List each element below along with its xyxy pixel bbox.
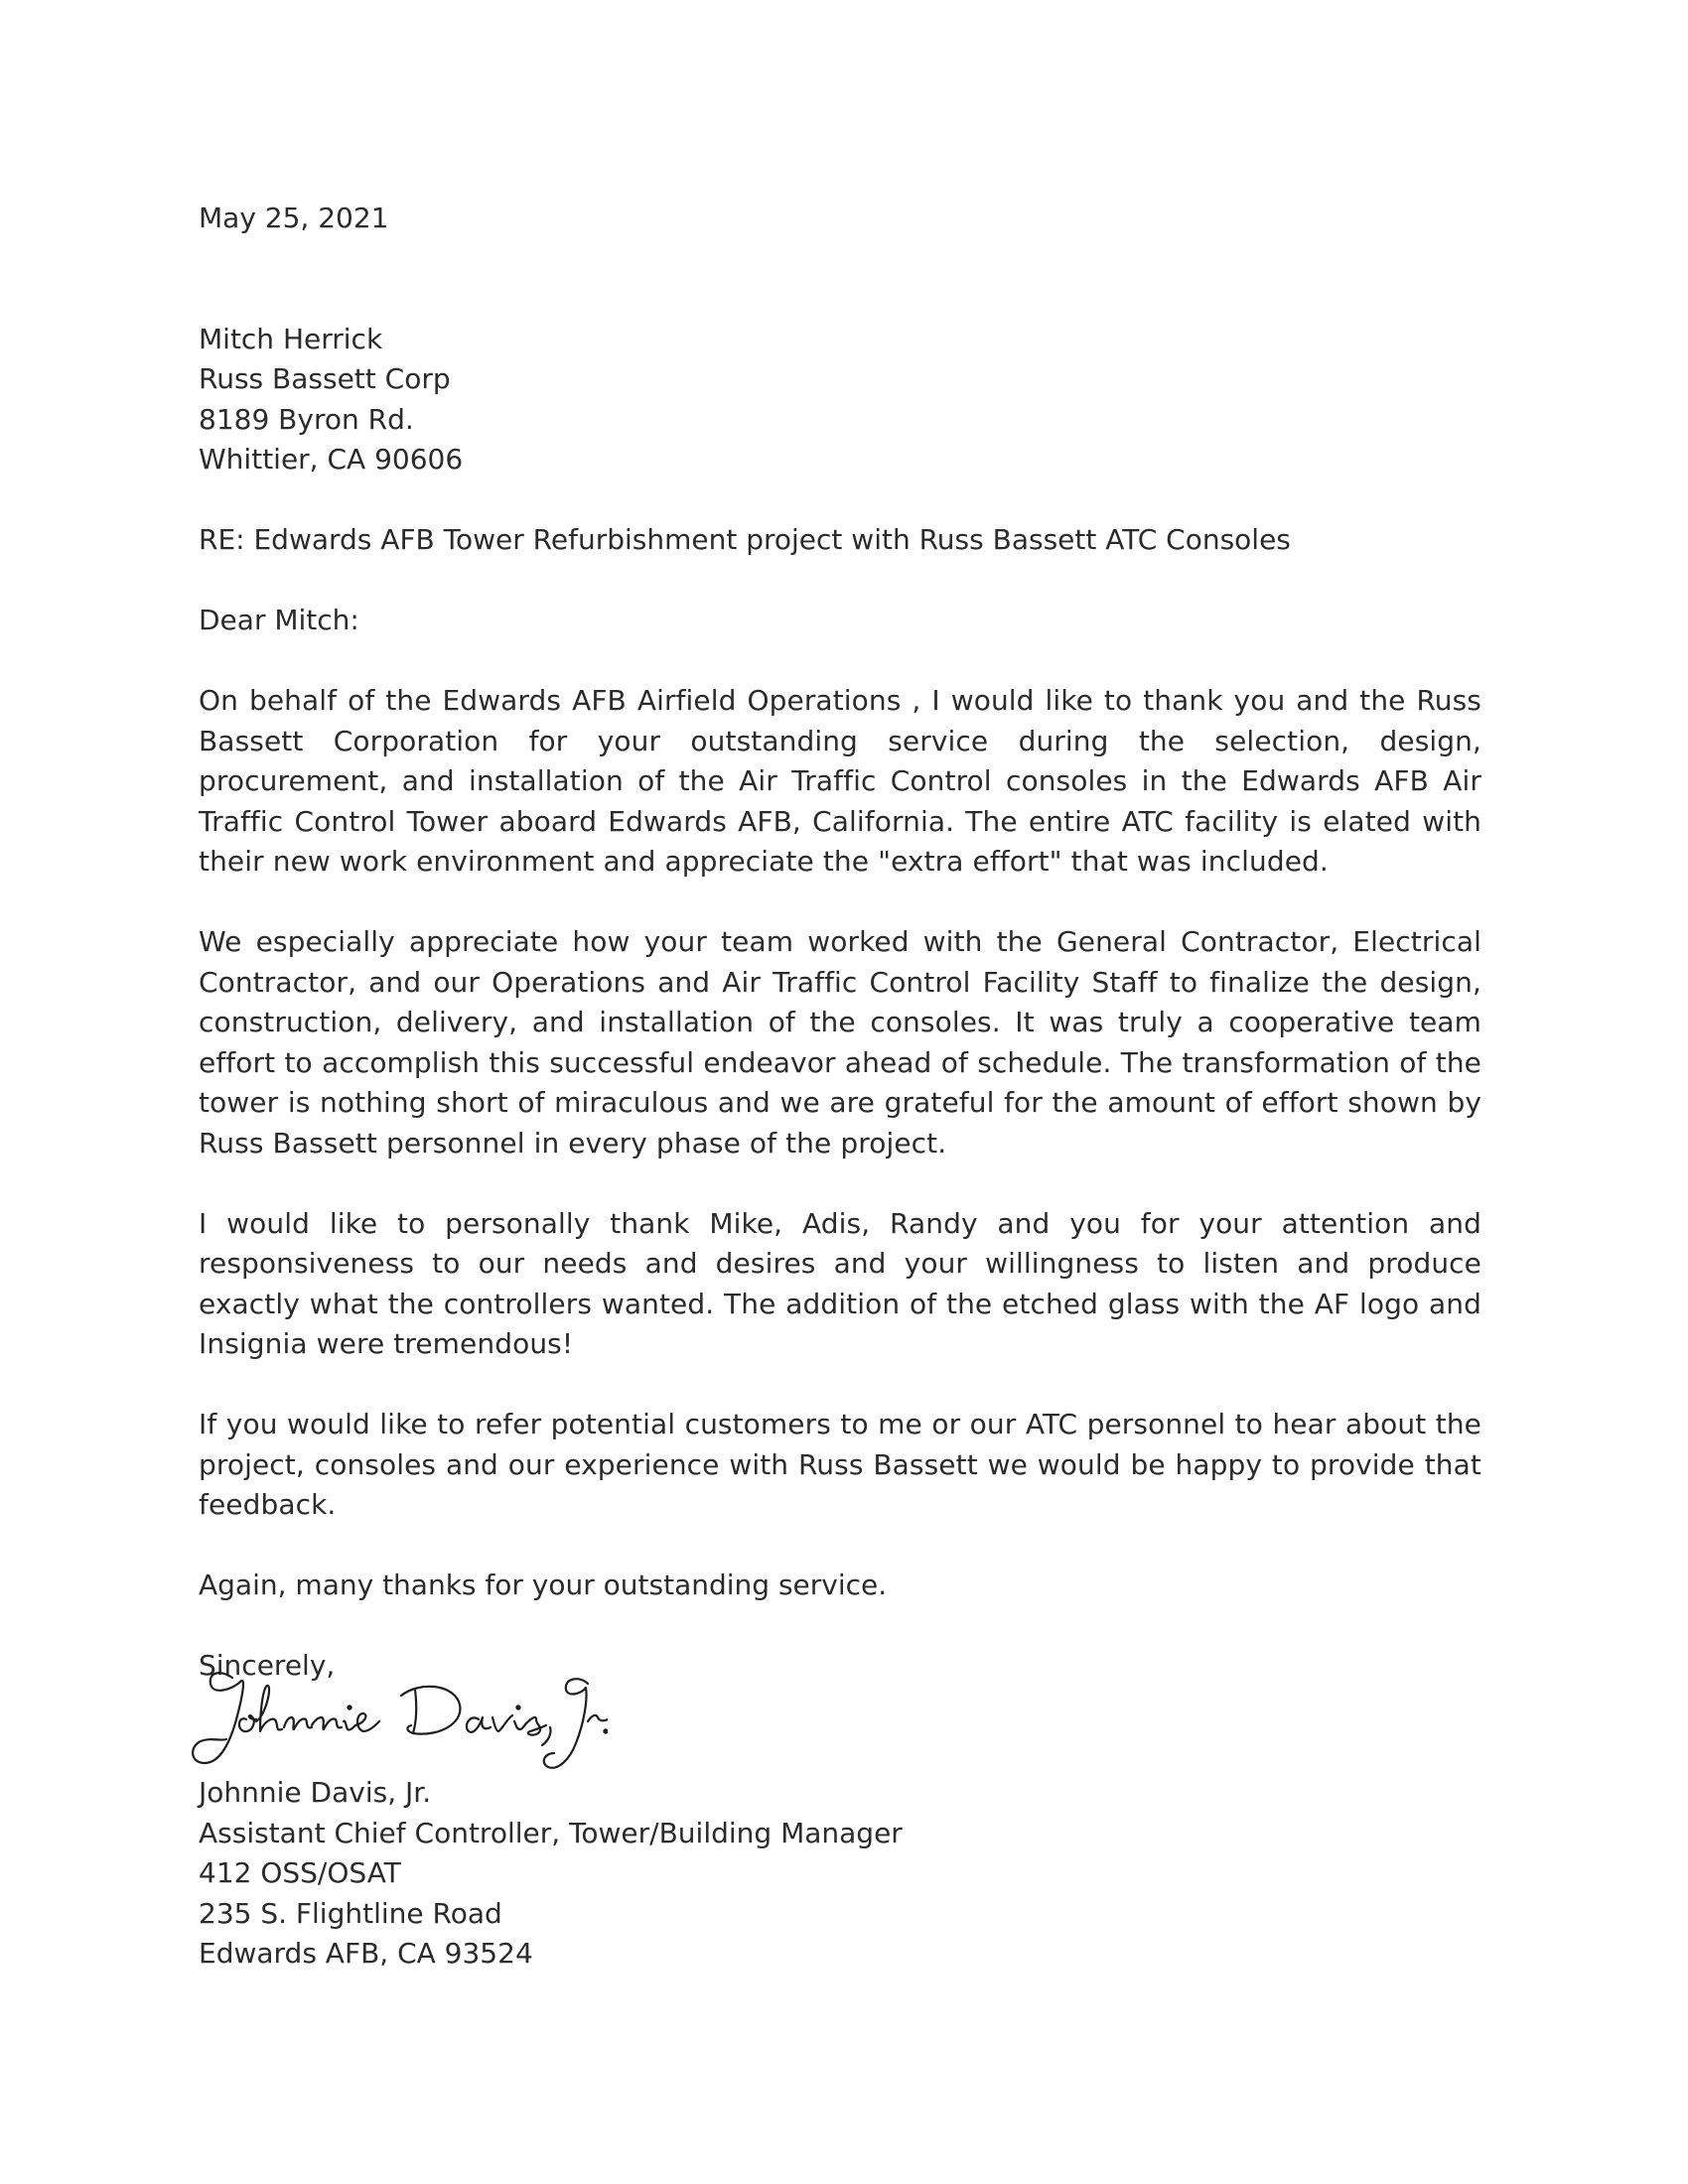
handwritten-signature xyxy=(181,1660,608,1777)
date-text: May 25, 2021 xyxy=(199,202,389,234)
letter-date xyxy=(199,199,1481,239)
letter-body xyxy=(199,199,1481,1687)
signer-name: Johnnie Davis, Jr. xyxy=(199,1776,432,1809)
signer-block xyxy=(199,1773,903,1975)
recipient-address xyxy=(199,320,1481,480)
greeting xyxy=(199,601,1481,641)
signer-title: Assistant Chief Controller, Tower/Building Manager xyxy=(199,1816,903,1849)
signer-unit: 412 OSS/OSAT xyxy=(199,1856,401,1889)
paragraph-referral: If you would like to refer potential customers to me or our ATC personnel to hear about the project, consoles and our experience with Russ Bassett we would be happy to provide that feedback. xyxy=(199,1408,1481,1521)
recipient-name: Mitch Herrick xyxy=(199,322,383,355)
recipient-street: 8189 Byron Rd. xyxy=(199,402,414,436)
signer-city-state-zip: Edwards AFB, CA 93524 xyxy=(199,1937,533,1970)
signer-street: 235 S. Flightline Road xyxy=(199,1896,502,1930)
paragraph-team: We especially appreciate how your team worked with the General Contractor, Electrical Contractor, and our Operations and Air Traffic Control Facility Staff to finalize the design, construction, delivery, and installation of the consoles. It was truly a cooperative team effort to accomplish this successful endeavor ahead of schedule. The transformation of the tower is nothing short of miraculous and we are grateful for the amount of effort shown by Russ Bassett personnel in every phase of the project. xyxy=(199,925,1481,1160)
paragraph-thanks: On behalf of the Edwards AFB Airfield Operations , I would like to thank you and the Russ Bassett Corporation for your outstanding service during the selection, design, procurement, and installation of the Air Traffic Control consoles in the Edwards AFB Air Traffic Control Tower aboard Edwards AFB, California. The entire ATC facility is elated with their new work environment and appreciate the "extra effort" that was included. xyxy=(199,684,1481,878)
recipient-city-state-zip: Whittier, CA 90606 xyxy=(199,443,464,476)
closing-sentence xyxy=(199,1566,1481,1606)
subject-text: RE: Edwards AFB Tower Refurbishment project with Russ Bassett ATC Consoles xyxy=(199,523,1291,556)
paragraph-personal-thanks: I would like to personally thank Mike, Adis, Randy and you for your attention and responsiveness to our needs and desires and your willingness to listen and produce exactly what the controllers wanted. The addition of the etched glass with the AF logo and Insignia were tremendous! xyxy=(199,1206,1481,1360)
closing-text: Sincerely, xyxy=(199,1649,336,1682)
closing-sentence-text: Again, many thanks for your outstanding service. xyxy=(199,1569,888,1601)
recipient-company: Russ Bassett Corp xyxy=(199,362,451,395)
greeting-text: Dear Mitch: xyxy=(199,604,359,636)
subject-line xyxy=(199,520,1481,561)
